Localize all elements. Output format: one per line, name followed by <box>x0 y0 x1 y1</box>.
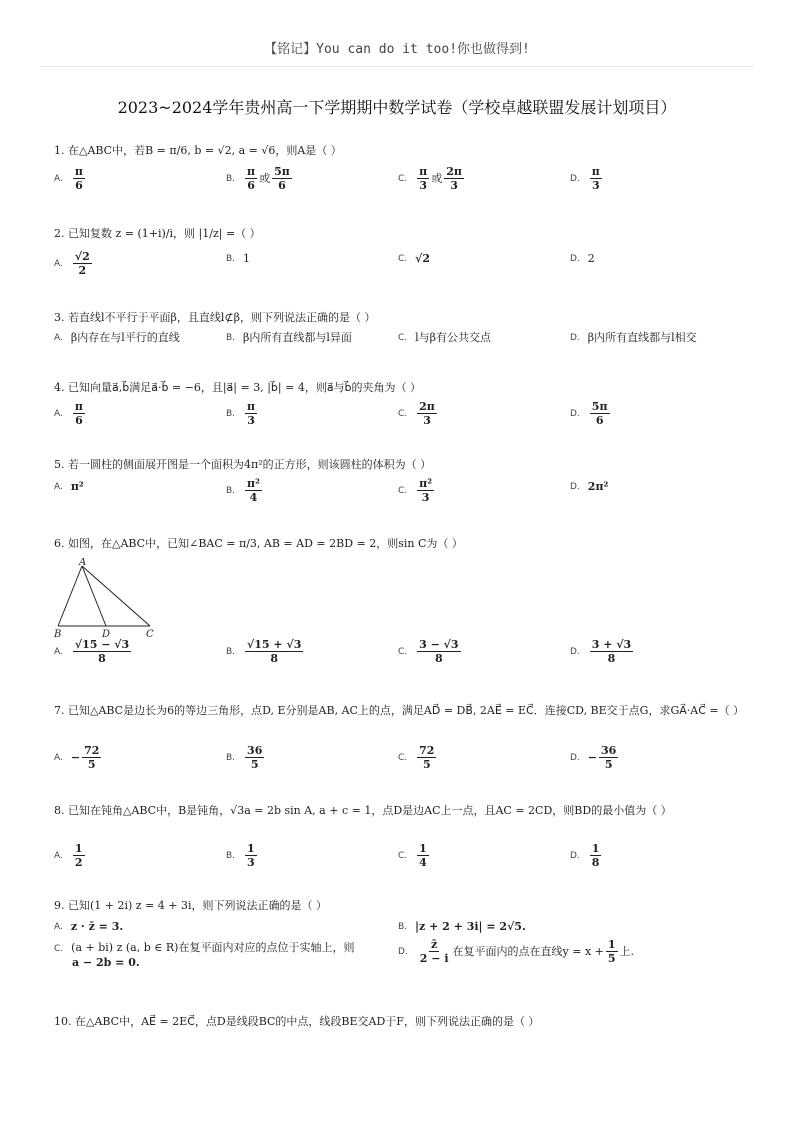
q8-option-c[interactable]: C. $\frac{1}{4}$ <box>398 842 427 869</box>
q3-option-b[interactable]: B. β内所有直线都与l异面 <box>226 331 352 344</box>
q9-option-d[interactable]: D. $\frac{z̄}{2 - i}$ 在复平面内的点在直线y = x + $\frac{1}{5}$ 上. <box>398 938 635 965</box>
q8-option-b[interactable]: B. $\frac{1}{3}$ <box>226 842 255 869</box>
q7-option-b[interactable]: B. $\frac{36}{5}$ <box>226 744 263 771</box>
q4-option-c[interactable]: C. $\frac{2\pi}{3}$ <box>398 400 435 427</box>
q4-option-b[interactable]: B. $\frac{\pi}{3}$ <box>226 400 256 427</box>
q8-option-a[interactable]: A. $\frac{1}{2}$ <box>54 842 83 869</box>
exam-title: 2023~2024学年贵州高一下学期期中数学试卷（学校卓越联盟发展计划项目） <box>117 98 677 117</box>
q9-option-b[interactable]: B. |z + 2 + 3i| = 2√5. <box>398 920 526 933</box>
q2-option-c[interactable]: C. √2 <box>398 252 431 265</box>
q5-option-a[interactable]: A. π² <box>54 480 84 493</box>
question-7-stem: 7. 已知△ABC是边长为6的等边三角形，点D, E分别是AB, AC上的点，满足AD⃗ = DB⃗, 2AE⃗ = EC⃗．连接CD, BE交于点G，求GA⃗·AC⃗ =（ ） <box>54 704 745 717</box>
q1-option-a[interactable]: A. $\frac{\pi}{6}$ <box>54 165 83 192</box>
vertex-label-d: D <box>102 629 111 640</box>
q4-option-a[interactable]: A. $\frac{\pi}{6}$ <box>54 400 83 427</box>
q1-option-b[interactable]: B. $\frac{\pi}{6}$ 或 $\frac{5\pi}{6}$ <box>226 165 290 192</box>
question-4-stem: 4. 已知向量a⃗,b⃗满足a⃗·b⃗ = −6，且|a⃗| = 3, |b⃗| = 4，则a⃗与b⃗的夹角为（ ） <box>54 381 422 394</box>
question-10-stem: 10. 在△ABC中，AE⃗ = 2EC⃗，点D是线段BC的中点，线段BE交AD于F，则下列说法正确的是（ ） <box>54 1015 540 1028</box>
q8-option-d[interactable]: D. $\frac{1}{8}$ <box>570 842 600 869</box>
q9-option-a[interactable]: A. z · z̄ = 3. <box>54 920 124 933</box>
question-3-stem: 3. 若直线l不平行于平面β，且直线l⊄β，则下列说法正确的是（ ） <box>54 311 376 324</box>
q2-option-a[interactable]: A. $\frac{√2}{2}$ <box>54 250 90 277</box>
question-1-stem: 1. 在△ABC中，若B = π/6, b = √2, a = √6，则A是（ ） <box>54 144 342 157</box>
q1-option-c[interactable]: C. $\frac{\pi}{3}$ 或 $\frac{2\pi}{3}$ <box>398 165 462 192</box>
vertex-label-a: A <box>79 558 87 568</box>
q7-option-d[interactable]: D. − $\frac{36}{5}$ <box>570 744 617 771</box>
vertex-label-b: B <box>54 629 62 640</box>
q2-option-d[interactable]: D. 2 <box>570 252 595 265</box>
question-2-stem: 2. 已知复数 z = (1+i)/i，则 |1/z| =（ ） <box>54 227 261 240</box>
q3-option-d[interactable]: D. β内所有直线都与l相交 <box>570 331 697 344</box>
triangle-figure <box>52 558 162 640</box>
q7-option-c[interactable]: C. $\frac{72}{5}$ <box>398 744 435 771</box>
header-divider <box>40 66 754 67</box>
q6-option-c[interactable]: C. $\frac{3 - √3}{8}$ <box>398 638 459 665</box>
q5-option-d[interactable]: D. 2π² <box>570 480 609 493</box>
q3-option-c[interactable]: C. l与β有公共交点 <box>398 331 492 344</box>
vertex-label-c: C <box>146 629 154 640</box>
q5-option-c[interactable]: C. $\frac{\text{π²}}{3}$ <box>398 477 433 504</box>
question-8-stem: 8. 已知在钝角△ABC中，B是钝角，√3a = 2b sin A, a + c = 1，点D是边AC上一点，且AC = 2CD，则BD的最小值为（ ） <box>54 804 672 817</box>
q7-option-a[interactable]: A. − $\frac{72}{5}$ <box>54 744 100 771</box>
q4-option-d[interactable]: D. $\frac{5\pi}{6}$ <box>570 400 608 427</box>
motto-header: 【铭记】You can do it too!你也做得到! <box>264 42 530 57</box>
q1-option-d[interactable]: D. $\frac{\pi}{3}$ <box>570 165 600 192</box>
question-6-stem: 6. 如图，在△ABC中，已知∠BAC = π/3, AB = AD = 2BD = 2，则sin C为（ ） <box>54 537 463 550</box>
q6-option-d[interactable]: D. $\frac{3 + √3}{8}$ <box>570 638 632 665</box>
q2-option-b[interactable]: B. 1 <box>226 252 251 265</box>
q5-option-b[interactable]: B. $\frac{\text{π²}}{4}$ <box>226 477 260 504</box>
question-5-stem: 5. 若一圆柱的侧面展开图是一个面积为4π²的正方形，则该圆柱的体积为（ ） <box>54 458 432 471</box>
q9-option-c[interactable]: C. (a + bi) z (a, b ∈ R)在复平面内对应的点位于实轴上，则 a − 2b = 0. <box>54 941 355 969</box>
q6-option-b[interactable]: B. $\frac{√15 + √3}{8}$ <box>226 638 302 665</box>
question-9-stem: 9. 已知(1 + 2i) z = 4 + 3i，则下列说法正确的是（ ） <box>54 899 328 912</box>
q6-option-a[interactable]: A. $\frac{√15 - √3}{8}$ <box>54 638 130 665</box>
q3-option-a[interactable]: A. β内存在与l平行的直线 <box>54 331 180 344</box>
